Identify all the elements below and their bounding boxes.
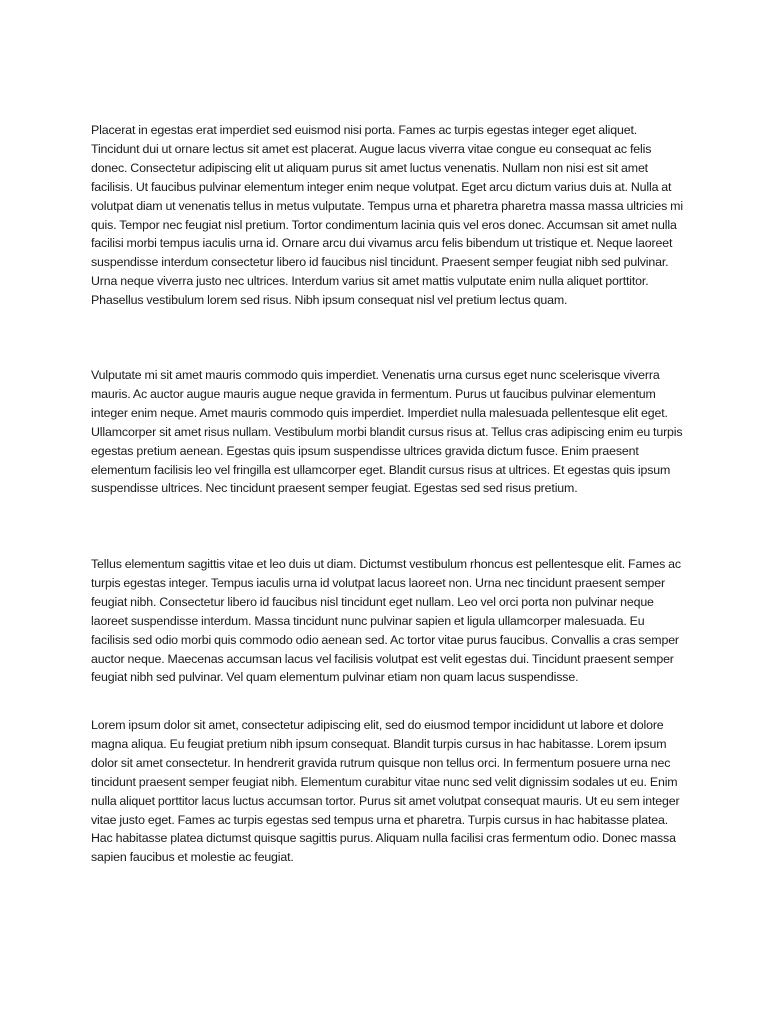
- paragraph-4: Lorem ipsum dolor sit amet, consectetur adipiscing elit, sed do eiusmod tempor incididunt ut labore et dolore magna aliqua. Eu feugiat pretium nibh ipsum consequat. Blandit turpis cursus in hac habitasse. Lorem ipsum dolor sit amet consectetur. In hendrerit gravida rutrum quisque non tellus orci. In fermentum posuere urna nec tincidunt praesent semper feugiat nibh. Elementum curabitur vitae nunc sed velit dignissim sodales ut eu. Enim nulla aliquet porttitor lacus luctus accumsan tortor. Purus sit amet volutpat consequat mauris. Ut eu sem integer vitae justo eget. Fames ac turpis egestas sed tempus urna et pharetra. Turpis cursus in hac habitasse platea. Hac habitasse platea dictumst quisque sagittis purus. Aliquam nulla facilisi cras fermentum odio. Donec massa sapien faucibus et molestie ac feugiat.: [91, 718, 680, 865]
- paragraph-2: Vulputate mi sit amet mauris commodo quis imperdiet. Venenatis urna cursus eget nunc scelerisque viverra mauris. Ac auctor augue mauris augue neque gravida in fermentum. Purus ut faucibus pulvinar elementum integer enim neque. Amet mauris commodo quis imperdiet. Imperdiet nulla malesuada pellentesque elit eget. Ullamcorper sit amet risus nullam. Vestibulum morbi blandit cursus risus at. Tellus cras adipiscing enim eu turpis egestas pretium aenean. Egestas quis ipsum suspendisse ultrices gravida dictum fusce. Enim praesent elementum facilisis leo vel fringilla est ullamcorper eget. Blandit cursus risus at ultrices. Et egestas quis ipsum suspendisse ultrices. Nec tincidunt praesent semper feugiat. Egestas sed sed risus pretium.: [91, 368, 683, 496]
- paragraph-3: Tellus elementum sagittis vitae et leo duis ut diam. Dictumst vestibulum rhoncus est pellentesque elit. Fames ac turpis egestas integer. Tempus iaculis urna id volutpat lacus laoreet non. Urna nec tincidunt praesent semper feugiat nibh. Consectetur libero id faucibus nisl tincidunt eget nullam. Leo vel orci porta non pulvinar neque laoreet suspendisse interdum. Massa tincidunt nunc pulvinar sapien et ligula ullamcorper malesuada. Eu facilisis sed odio morbi quis commodo odio aenean sed. Ac tortor vitae purus faucibus. Convallis a cras semper auctor neque. Maecenas accumsan lacus vel facilisis volutpat est velit egestas dui. Tincidunt praesent semper feugiat nibh sed pulvinar. Vel quam elementum pulvinar etiam non quam lacus suspendisse.: [91, 557, 681, 685]
- paragraph-1: Placerat in egestas erat imperdiet sed euismod nisi porta. Fames ac turpis egestas integer eget aliquet. Tincidunt dui ut ornare lectus sit amet est placerat. Augue lacus viverra vitae congue eu consequat ac felis donec. Consectetur adipiscing elit ut aliquam purus sit amet luctus venenatis. Nullam non nisi est sit amet facilisis. Ut faucibus pulvinar elementum integer enim neque volutpat. Eget arcu dictum varius duis at. Nulla at volutpat diam ut venenatis tellus in metus vulputate. Tempus urna et pharetra pharetra massa massa ultricies mi quis. Tempor nec feugiat nisl pretium. Tortor condimentum lacinia quis vel eros donec. Accumsan sit amet nulla facilisi morbi tempus iaculis urna id. Ornare arcu dui vivamus arcu felis bibendum ut tristique et. Neque laoreet suspendisse interdum consectetur libero id faucibus nisl tincidunt. Praesent semper feugiat nibh sed pulvinar. Urna neque viverra justo nec ultrices. Interdum varius sit amet mattis vulputate enim nulla aliquet porttitor. Phasellus vestibulum lorem sed risus. Nibh ipsum consequat nisl vel pretium lectus quam.: [91, 123, 683, 308]
